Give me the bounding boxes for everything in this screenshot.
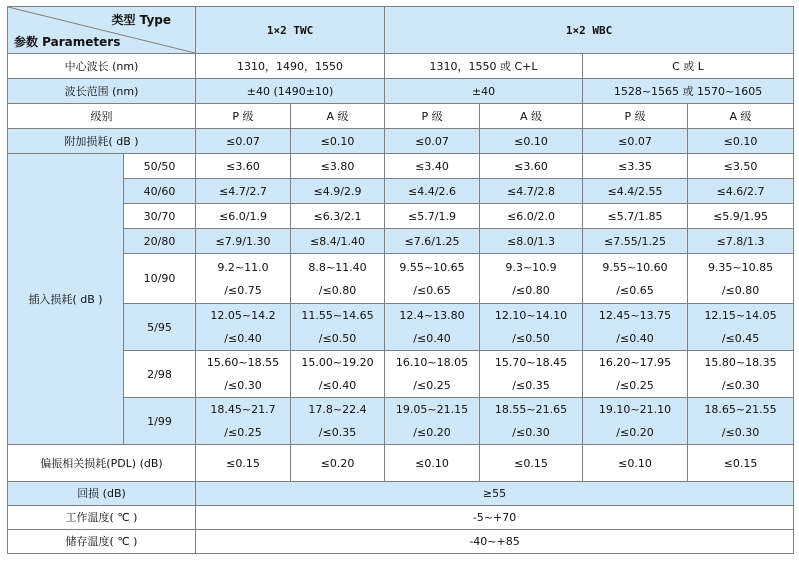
insertion-loss-cell (196, 351, 291, 398)
insertion-loss-cell (480, 351, 583, 398)
pdl-row (8, 445, 794, 482)
center-wavelength-wbc-1: 1310，1550 或 C+L (385, 54, 583, 79)
insertion-loss-cell (583, 204, 688, 229)
insertion-loss-value: 15.60~18.55 (206, 356, 280, 369)
pdl-label: 偏振相关损耗(PDL) (dB) (8, 445, 196, 482)
insertion-loss-cell (688, 398, 794, 445)
insertion-loss-cell (385, 204, 480, 229)
insertion-loss-value: /≤0.35 (512, 379, 550, 392)
insertion-loss-row (8, 154, 794, 179)
insertion-loss-cell (688, 304, 794, 351)
insertion-loss-cell (291, 398, 385, 445)
grade-row (8, 104, 794, 129)
insertion-loss-value: ≤4.6/2.7 (716, 184, 765, 198)
insertion-loss-cell (688, 179, 794, 204)
insertion-loss-row (8, 204, 794, 229)
insertion-loss-cell (480, 179, 583, 204)
insertion-loss-cell (196, 304, 291, 351)
wavelength-range-wbc-1: ±40 (385, 79, 583, 104)
center-wavelength-wbc-2: C 或 L (583, 54, 794, 79)
insertion-loss-value: /≤0.25 (413, 379, 451, 392)
insertion-loss-value: ≤7.8/1.3 (716, 234, 765, 248)
split-ratio-cell: 5/95 (124, 304, 196, 351)
insertion-loss-cell (385, 229, 480, 254)
insertion-loss-row (8, 179, 794, 204)
pdl-cell: ≤0.15 (196, 445, 291, 482)
insertion-loss-value: ≤3.35 (618, 159, 652, 173)
insertion-loss-value: ≤8.4/1.40 (310, 234, 365, 248)
split-ratio-cell: 40/60 (124, 179, 196, 204)
insertion-loss-cell (291, 179, 385, 204)
center-wavelength-label: 中心波长 (nm) (8, 54, 196, 79)
insertion-loss-value: ≤6.3/2.1 (313, 209, 362, 223)
wavelength-range-label: 波长范围 (nm) (8, 79, 196, 104)
insertion-loss-value: 9.35~10.85 (707, 260, 774, 274)
insertion-loss-cell (385, 179, 480, 204)
insertion-loss-cell (583, 254, 688, 304)
insertion-loss-value: 11.55~14.65 (301, 309, 374, 322)
insertion-loss-cell (196, 229, 291, 254)
wbc-header: 1×2 WBC (385, 7, 794, 54)
insertion-loss-value: ≤7.6/1.25 (404, 234, 460, 248)
split-ratio-cell: 10/90 (124, 254, 196, 304)
parameters-label: 参数 Parameters (14, 35, 121, 49)
insertion-loss-value: /≤0.40 (616, 332, 654, 345)
spec-table (7, 6, 794, 554)
grade-cell: P 级 (385, 104, 480, 129)
split-ratio-cell: 50/50 (124, 154, 196, 179)
insertion-loss-value: /≤0.65 (616, 283, 654, 297)
insertion-loss-cell (688, 229, 794, 254)
operating-temp-value: -5~+70 (196, 506, 794, 530)
insertion-loss-label: 插入损耗( dB ) (8, 154, 124, 445)
insertion-loss-cell (480, 254, 583, 304)
insertion-loss-value: 9.2~11.0 (217, 260, 269, 274)
excess-loss-cell: ≤0.07 (385, 129, 480, 154)
insertion-loss-cell (480, 204, 583, 229)
insertion-loss-value: 15.80~18.35 (704, 356, 777, 369)
excess-loss-cell: ≤0.07 (583, 129, 688, 154)
insertion-loss-value: 16.10~18.05 (395, 356, 469, 369)
return-loss-label: 回损 (dB) (8, 482, 196, 506)
insertion-loss-value: ≤4.7/2.8 (507, 184, 555, 198)
insertion-loss-value: /≤0.80 (318, 283, 357, 297)
pdl-cell: ≤0.10 (583, 445, 688, 482)
insertion-loss-value: /≤0.30 (224, 379, 262, 392)
excess-loss-label: 附加损耗( dB ) (8, 129, 196, 154)
insertion-loss-value: /≤0.50 (512, 332, 550, 345)
excess-loss-cell: ≤0.10 (480, 129, 583, 154)
insertion-loss-value: 9.55~10.65 (399, 260, 465, 274)
insertion-loss-value: ≤5.7/1.9 (408, 209, 456, 223)
insertion-loss-value: 12.15~14.05 (704, 309, 777, 322)
insertion-loss-cell (583, 351, 688, 398)
insertion-loss-cell (291, 351, 385, 398)
grade-cell: A 级 (480, 104, 583, 129)
insertion-loss-value: ≤3.40 (415, 159, 449, 173)
type-label: 类型 Type (111, 13, 171, 27)
insertion-loss-cell (196, 154, 291, 179)
return-loss-value: ≥55 (196, 482, 794, 506)
insertion-loss-row (8, 398, 794, 445)
insertion-loss-value: /≤0.30 (721, 379, 760, 392)
insertion-loss-value: 9.3~10.9 (505, 260, 557, 274)
insertion-loss-value: /≤0.65 (413, 283, 451, 297)
twc-header: 1×2 TWC (196, 7, 385, 54)
insertion-loss-cell (291, 229, 385, 254)
operating-temp-row (8, 506, 794, 530)
insertion-loss-value: 12.4~13.80 (399, 309, 465, 322)
insertion-loss-cell (688, 254, 794, 304)
wavelength-range-row (8, 79, 794, 104)
excess-loss-row (8, 129, 794, 154)
insertion-loss-cell (688, 154, 794, 179)
insertion-loss-value: /≤0.20 (616, 426, 654, 439)
insertion-loss-cell (583, 179, 688, 204)
grade-cell: A 级 (688, 104, 794, 129)
grade-label: 级别 (8, 104, 196, 129)
insertion-loss-cell (196, 204, 291, 229)
insertion-loss-value: 18.45~21.7 (210, 403, 276, 416)
insertion-loss-cell (583, 304, 688, 351)
insertion-loss-cell (385, 304, 480, 351)
storage-temp-value: -40~+85 (196, 530, 794, 554)
excess-loss-cell: ≤0.07 (196, 129, 291, 154)
split-ratio-cell: 20/80 (124, 229, 196, 254)
storage-temp-row (8, 530, 794, 554)
insertion-loss-value: ≤5.7/1.85 (607, 209, 663, 223)
center-wavelength-row (8, 54, 794, 79)
insertion-loss-cell (196, 179, 291, 204)
insertion-loss-row (8, 351, 794, 398)
insertion-loss-value: /≤0.25 (616, 379, 654, 392)
insertion-loss-cell (480, 398, 583, 445)
insertion-loss-value: /≤0.25 (224, 426, 262, 439)
insertion-loss-value: /≤0.80 (512, 283, 550, 297)
insertion-loss-value: ≤4.4/2.55 (607, 184, 663, 198)
insertion-loss-value: 12.45~13.75 (598, 309, 672, 322)
insertion-loss-value: ≤4.4/2.6 (408, 184, 456, 198)
insertion-loss-value: 18.55~21.65 (494, 403, 568, 416)
pdl-cell: ≤0.20 (291, 445, 385, 482)
insertion-loss-value: /≤0.40 (224, 332, 262, 345)
insertion-loss-cell (196, 254, 291, 304)
grade-cell: P 级 (583, 104, 688, 129)
insertion-loss-value: /≤0.30 (721, 426, 760, 439)
insertion-loss-value: 9.55~10.60 (602, 260, 668, 274)
insertion-loss-value: ≤7.9/1.30 (215, 234, 271, 248)
wavelength-range-twc: ±40 (1490±10) (196, 79, 385, 104)
insertion-loss-value: 8.8~11.40 (308, 260, 367, 274)
insertion-loss-cell (291, 204, 385, 229)
insertion-loss-cell (480, 304, 583, 351)
insertion-loss-value: /≤0.20 (413, 426, 451, 439)
insertion-loss-value: /≤0.40 (318, 379, 357, 392)
insertion-loss-row (8, 254, 794, 304)
insertion-loss-cell (196, 398, 291, 445)
insertion-loss-value: ≤4.7/2.7 (219, 184, 267, 198)
insertion-loss-cell (688, 204, 794, 229)
excess-loss-cell: ≤0.10 (291, 129, 385, 154)
insertion-loss-value: ≤3.50 (723, 159, 758, 173)
insertion-loss-value: ≤3.60 (514, 159, 548, 173)
grade-cell: A 级 (291, 104, 385, 129)
center-wavelength-twc: 1310，1490，1550 (196, 54, 385, 79)
insertion-loss-row (8, 304, 794, 351)
pdl-cell: ≤0.15 (480, 445, 583, 482)
excess-loss-cell: ≤0.10 (688, 129, 794, 154)
insertion-loss-value: 19.05~21.15 (395, 403, 469, 416)
corner-header-cell (8, 7, 196, 54)
insertion-loss-cell (291, 154, 385, 179)
insertion-loss-value: /≤0.40 (413, 332, 451, 345)
pdl-cell: ≤0.10 (385, 445, 480, 482)
insertion-loss-cell (385, 154, 480, 179)
insertion-loss-value: /≤0.50 (318, 332, 357, 345)
split-ratio-cell: 30/70 (124, 204, 196, 229)
insertion-loss-value: /≤0.30 (512, 426, 550, 439)
storage-temp-label: 储存温度( ℃ ) (8, 530, 196, 554)
insertion-loss-cell (583, 229, 688, 254)
insertion-loss-value: /≤0.45 (721, 332, 760, 345)
insertion-loss-value: ≤4.9/2.9 (313, 184, 362, 198)
insertion-loss-cell (583, 154, 688, 179)
return-loss-row (8, 482, 794, 506)
insertion-loss-value: 17.8~22.4 (308, 403, 367, 416)
insertion-loss-value: 16.20~17.95 (598, 356, 672, 369)
insertion-loss-cell (291, 304, 385, 351)
header-row (8, 7, 794, 54)
split-ratio-cell: 1/99 (124, 398, 196, 445)
grade-cell: P 级 (196, 104, 291, 129)
insertion-loss-cell (385, 351, 480, 398)
insertion-loss-value: 18.65~21.55 (704, 403, 777, 416)
wavelength-range-wbc-2: 1528~1565 或 1570~1605 (583, 79, 794, 104)
insertion-loss-value: /≤0.80 (721, 283, 760, 297)
insertion-loss-value: 19.10~21.10 (598, 403, 672, 416)
insertion-loss-cell (480, 154, 583, 179)
split-ratio-cell: 2/98 (124, 351, 196, 398)
insertion-loss-value: /≤0.75 (224, 283, 262, 297)
insertion-loss-value: ≤7.55/1.25 (604, 234, 666, 248)
insertion-loss-value: 15.00~19.20 (301, 356, 374, 369)
insertion-loss-cell (291, 254, 385, 304)
insertion-loss-cell (480, 229, 583, 254)
insertion-loss-cell (385, 398, 480, 445)
insertion-loss-cell (583, 398, 688, 445)
insertion-loss-row (8, 229, 794, 254)
pdl-cell: ≤0.15 (688, 445, 794, 482)
insertion-loss-value: ≤3.60 (226, 159, 260, 173)
insertion-loss-value: 15.70~18.45 (494, 356, 568, 369)
insertion-loss-value: ≤3.80 (320, 159, 355, 173)
insertion-loss-value: ≤8.0/1.3 (507, 234, 555, 248)
insertion-loss-value: 12.05~14.2 (210, 309, 276, 322)
insertion-loss-cell (385, 254, 480, 304)
insertion-loss-cell (688, 351, 794, 398)
insertion-loss-value: ≤6.0/2.0 (507, 209, 555, 223)
insertion-loss-value: /≤0.35 (318, 426, 357, 439)
insertion-loss-value: ≤6.0/1.9 (219, 209, 267, 223)
insertion-loss-value: ≤5.9/1.95 (713, 209, 768, 223)
operating-temp-label: 工作温度( ℃ ) (8, 506, 196, 530)
insertion-loss-value: 12.10~14.10 (494, 309, 568, 322)
